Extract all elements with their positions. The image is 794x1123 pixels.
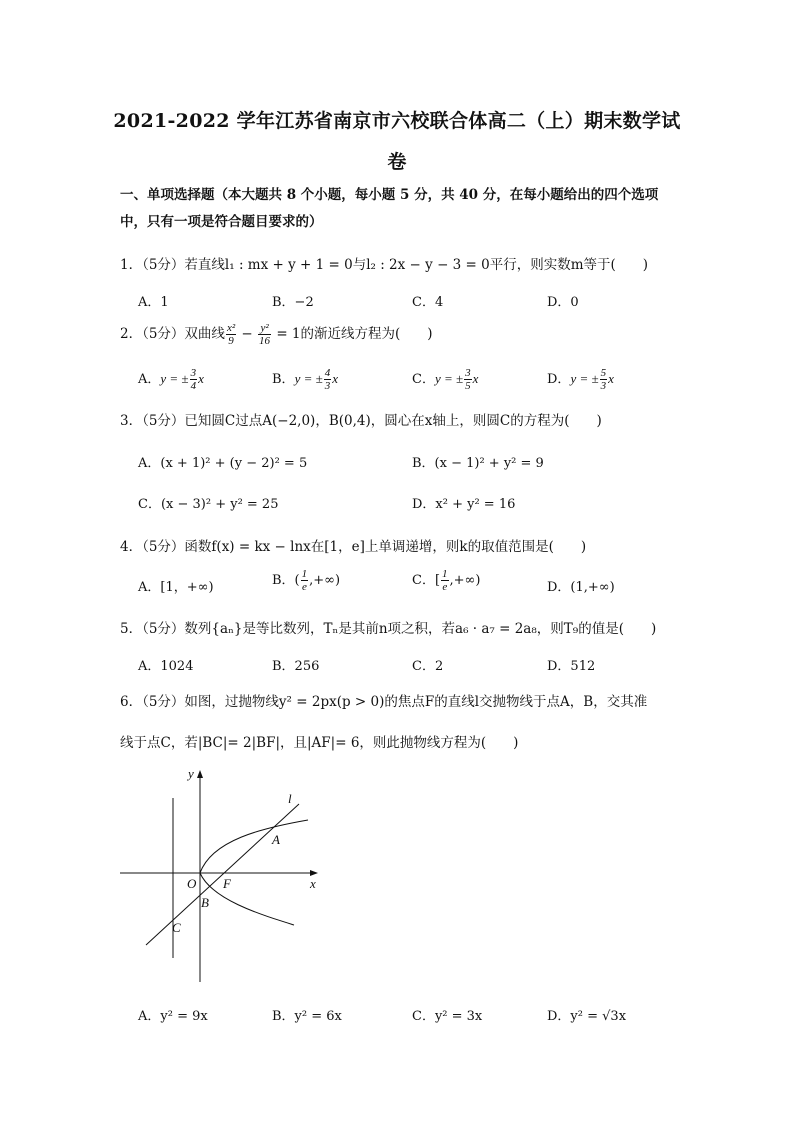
question-4: 4．（5分）函数f(x) = kx − lnx在[1，e]上单调递增，则k的取值范围是( ) — [120, 539, 587, 555]
question-6-line1: 6．（5分）如图，过抛物线y² = 2px(p > 0)的焦点F的直线l交抛物线于点A，B，交其准 — [120, 694, 648, 710]
q2-option-d-den: 3 — [600, 380, 607, 392]
q2-option-c-var: x — [472, 371, 479, 386]
q4-option-a: A．[1，+∞) — [138, 580, 214, 595]
q2-option-c-num: 3 — [465, 367, 471, 379]
q2-option-b-var: x — [332, 371, 339, 386]
q2-fraction-y — [258, 322, 271, 347]
q2-suffix: = 1的渐近线方程为( ) — [272, 326, 433, 342]
label-y: y — [188, 766, 194, 781]
line-l — [146, 804, 299, 945]
q2-option-b-num: 4 — [324, 367, 331, 379]
q2-option-b-pre: y = ± — [294, 371, 323, 386]
q2-frac1-denominator: 9 — [228, 335, 234, 347]
label-a: A — [272, 832, 280, 847]
q6-option-d: D．y² = √3x — [547, 1009, 627, 1024]
q2-minus: − — [237, 326, 258, 342]
question-6-line2: 线于点C，若|BC|= 2|BF|，且|AF|= 6，则此抛物线方程为( ) — [120, 735, 519, 751]
q2-option-c-label: C． — [412, 372, 435, 387]
q3-option-a: A．(x + 1)² + (y − 2)² = 5 — [138, 456, 308, 471]
q6-option-c: C．y² = 3x — [412, 1009, 483, 1024]
q2-frac1-numerator: x² — [226, 322, 236, 334]
q2-option-a-num: 3 — [190, 367, 197, 379]
q2-option-c-den: 5 — [465, 380, 471, 392]
q4-option-b-post: ,+∞) — [309, 573, 341, 588]
q4-option-c-den: e — [442, 581, 448, 593]
q5-option-c: C．2 — [412, 659, 444, 674]
label-x: x — [310, 876, 316, 891]
q4-option-c-post: ,+∞) — [449, 573, 481, 588]
q2-option-c — [412, 367, 478, 392]
q2-frac2-numerator: y² — [258, 322, 271, 335]
q2-option-a-label: A． — [138, 372, 161, 387]
q2-option-d-num: 5 — [600, 367, 607, 379]
q2-option-c-pre: y = ± — [434, 371, 464, 386]
q2-prefix: 2．（5分）双曲线 — [120, 326, 225, 342]
q5-option-b: B．256 — [272, 659, 320, 674]
q2-option-a-pre: y = ± — [160, 371, 189, 386]
q4-option-d: D．(1,+∞) — [547, 580, 615, 595]
parabola-figure — [112, 760, 332, 995]
label-b: B — [201, 895, 209, 910]
q2-option-a — [138, 367, 204, 392]
exam-title-line2: 卷 — [387, 151, 407, 173]
q2-option-b — [272, 367, 338, 392]
label-c: C — [172, 920, 181, 935]
q6-option-b: B．y² = 6x — [272, 1009, 342, 1024]
q6-option-a: A．y² = 9x — [138, 1009, 208, 1024]
q1-option-c: C．4 — [412, 295, 444, 310]
q5-option-d: D．512 — [547, 659, 596, 674]
q3-option-b: B．(x − 1)² + y² = 9 — [412, 456, 544, 471]
q4-option-b-pre: B．( — [272, 573, 300, 588]
q1-option-d: D．0 — [547, 295, 579, 310]
label-l: l — [288, 791, 292, 806]
label-f: F — [223, 876, 231, 891]
q4-option-c-pre: C．[ — [412, 573, 441, 588]
q1-option-b: B．−2 — [272, 295, 314, 310]
q4-option-c — [412, 568, 480, 593]
q2-frac2-denominator: 16 — [259, 335, 271, 347]
exam-title-line1: 2021-2022 学年江苏省南京市六校联合体高二（上）期末数学试 — [113, 110, 681, 132]
q4-option-b — [272, 568, 340, 593]
label-o: O — [187, 876, 197, 891]
question-2 — [120, 322, 433, 347]
q2-option-d — [547, 367, 614, 392]
q1-option-a: A．1 — [138, 295, 169, 310]
q4-option-b-num: 1 — [301, 568, 308, 580]
q4-option-b-den: e — [301, 581, 307, 593]
q2-option-a-var: x — [198, 371, 204, 386]
y-axis-arrow-icon — [197, 770, 203, 778]
q2-option-a-den: 4 — [190, 380, 197, 392]
question-1: 1．（5分）若直线l₁ : mx + y + 1 = 0与l₂ : 2x − y − 3 = 0平行，则实数m等于( ) — [120, 257, 649, 273]
q2-option-d-pre: y = ± — [570, 371, 599, 386]
q4-option-c-num: 1 — [442, 568, 448, 580]
q2-option-d-label: D． — [547, 372, 571, 387]
section-heading: 一、单项选择题（本大题共 8 个小题，每小题 5 分，共 40 分，在每小题给出的四个选项中，只有一项是符合题目要求的） — [120, 187, 659, 230]
q2-option-b-label: B． — [272, 372, 295, 387]
q2-option-b-den: 3 — [324, 380, 331, 392]
question-3: 3．（5分）已知圆C过点A(−2,0)，B(0,4)，圆心在x轴上，则圆C的方程为( ) — [120, 413, 602, 429]
question-5: 5．（5分）数列{aₙ}是等比数列，Tₙ是其前n项之积，若a₆ · a₇ = 2a₈，则T₉的值是( ) — [120, 621, 657, 637]
q2-fraction-x — [226, 322, 236, 347]
q2-option-d-var: x — [608, 371, 614, 386]
q3-option-d: D．x² + y² = 16 — [412, 497, 516, 512]
q5-option-a: A．1024 — [138, 659, 194, 674]
q3-option-c: C．(x − 3)² + y² = 25 — [138, 497, 279, 512]
